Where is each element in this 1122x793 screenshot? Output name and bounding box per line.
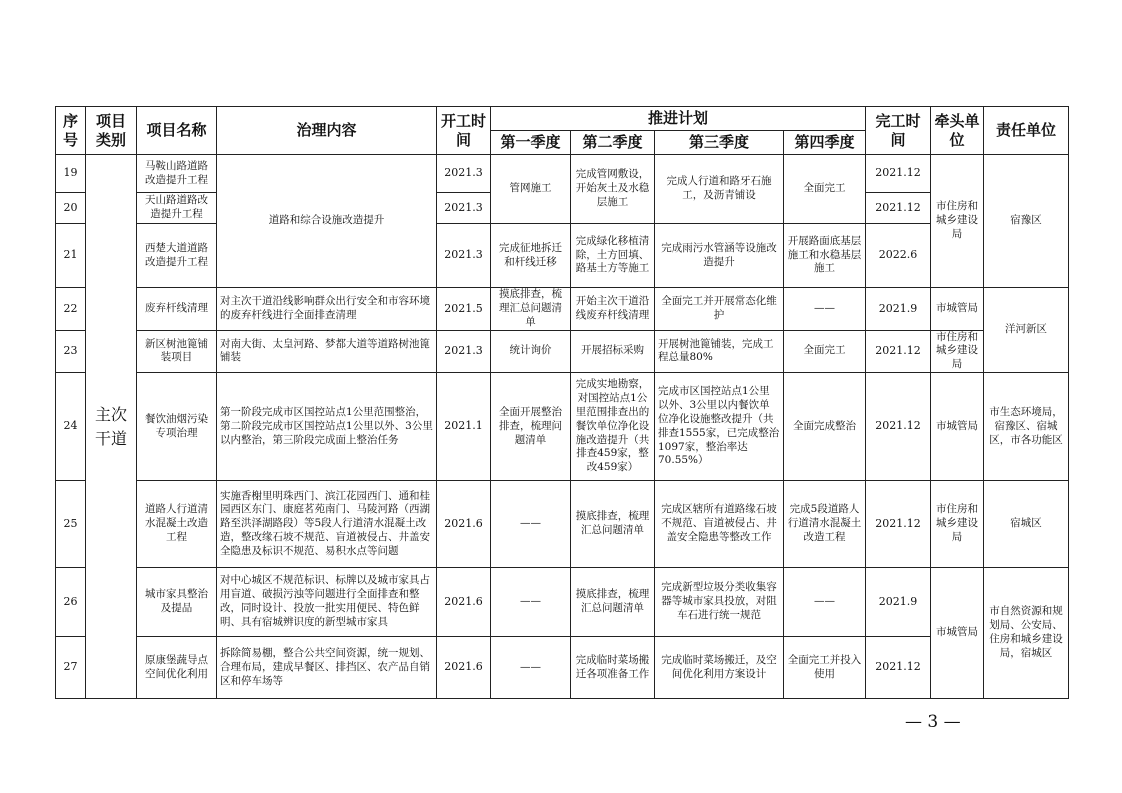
start-time: 2021.6 <box>437 568 491 637</box>
header-plan: 推进计划 <box>491 107 866 131</box>
end-time: 2021.12 <box>866 373 931 481</box>
end-time: 2021.12 <box>866 330 931 373</box>
end-time: 2021.12 <box>866 637 931 699</box>
table-row <box>56 288 1069 331</box>
plan-q1: —— <box>491 637 571 699</box>
project-name: 餐饮油烟污染专项治理 <box>137 373 217 481</box>
plan-q3: 完成雨污水管涵等设施改造提升 <box>655 224 784 288</box>
project-name: 西楚大道道路改造提升工程 <box>137 224 217 288</box>
plan-q2: 完成绿化移植清除，土方回填、路基土方等施工 <box>571 224 655 288</box>
lead-unit: 市住房和城乡建设局 <box>931 155 984 288</box>
plan-q1: 完成征地拆迁和杆线迁移 <box>491 224 571 288</box>
end-time: 2021.12 <box>866 193 931 224</box>
lead-unit: 市住房和城乡建设局 <box>931 330 984 373</box>
header-content: 治理内容 <box>217 107 437 155</box>
plan-q2: 开始主次干道沿线废弃杆线清理 <box>571 288 655 331</box>
project-name: 马鞍山路道路改造提升工程 <box>137 155 217 193</box>
end-time: 2021.9 <box>866 568 931 637</box>
project-name: 废弃杆线清理 <box>137 288 217 331</box>
lead-unit: 市城管局 <box>931 288 984 331</box>
row-number: 22 <box>56 288 86 331</box>
header-q1: 第一季度 <box>491 131 571 155</box>
governance-content: 对南大街、太皇河路、梦都大道等道路树池篦铺装 <box>217 330 437 373</box>
row-number: 26 <box>56 568 86 637</box>
project-name: 道路人行道清水混凝土改造工程 <box>137 481 217 568</box>
responsible-unit: 市自然资源和规划局、公安局、住房和城乡建设局，宿城区 <box>984 568 1069 699</box>
row-number: 19 <box>56 155 86 193</box>
category-cell: 主次干道 <box>86 155 137 699</box>
governance-content: 拆除简易棚，整合公共空间资源，统一规划、合理布局，建成早餐区、排挡区、农产品自销区和停车场等 <box>217 637 437 699</box>
plan-q4: 开展路面底基层施工和水稳基层施工 <box>784 224 866 288</box>
plan-q4: 全面完成整治 <box>784 373 866 481</box>
plan-q3: 完成临时菜场搬迁，及空间优化利用方案设计 <box>655 637 784 699</box>
plan-q3: 完成人行道和路牙石施工，及沥青铺设 <box>655 155 784 224</box>
project-name: 天山路道路改造提升工程 <box>137 193 217 224</box>
page-number: — 3 — <box>905 712 961 732</box>
lead-unit: 市住房和城乡建设局 <box>931 481 984 568</box>
plan-q4: 全面完工 <box>784 330 866 373</box>
plan-q2: 摸底排查，梳理汇总问题清单 <box>571 481 655 568</box>
responsible-unit: 市生态环境局，宿豫区、宿城区，市各功能区 <box>984 373 1069 481</box>
header-start: 开工时间 <box>437 107 491 155</box>
project-name: 原康堡蔬导点空间优化利用 <box>137 637 217 699</box>
table-row <box>56 481 1069 568</box>
header-end: 完工时间 <box>866 107 931 155</box>
governance-content: 对中心城区不规范标识、标牌以及城市家具占用盲道、破损污浊等问题进行全面排查和整改，同时设计、投放一批实用便民、特色鲜明、具有宿城辨识度的新型城市家具 <box>217 568 437 637</box>
responsible-unit: 宿豫区 <box>984 155 1069 288</box>
project-name: 城市家具整治及提品 <box>137 568 217 637</box>
row-number: 23 <box>56 330 86 373</box>
plan-q1: —— <box>491 568 571 637</box>
project-table <box>55 106 1069 699</box>
table-row <box>56 155 1069 193</box>
header-lead: 牵头单位 <box>931 107 984 155</box>
header-q4: 第四季度 <box>784 131 866 155</box>
plan-q1: 统计询价 <box>491 330 571 373</box>
row-number: 20 <box>56 193 86 224</box>
row-number: 25 <box>56 481 86 568</box>
governance-content: 第一阶段完成市区国控站点1公里范围整治，第二阶段完成市区国控站点1公里以外、3公里以内整治，第三阶段完成面上整治任务 <box>217 373 437 481</box>
plan-q1: 摸底排查，梳理汇总问题清单 <box>491 288 571 331</box>
plan-q3: 完成区辖所有道路缘石坡不规范、盲道被侵占、井盖安全隐患等整改工作 <box>655 481 784 568</box>
header-q3: 第三季度 <box>655 131 784 155</box>
plan-q3: 完成新型垃圾分类收集容器等城市家具投放，对阻车石进行统一规范 <box>655 568 784 637</box>
table-row <box>56 637 1069 699</box>
table-row <box>56 224 1069 288</box>
plan-q2: 完成实地勘察，对国控站点1公里范围排查出的餐饮单位净化设施改造提升（共排查459家，整改459家） <box>571 373 655 481</box>
governance-content: 道路和综合设施改造提升 <box>217 155 437 288</box>
end-time: 2021.12 <box>866 155 931 193</box>
plan-q2: 开展招标采购 <box>571 330 655 373</box>
header-name: 项目名称 <box>137 107 217 155</box>
plan-q4: —— <box>784 568 866 637</box>
table-row <box>56 330 1069 373</box>
plan-q1: 全面开展整治排查，梳理问题清单 <box>491 373 571 481</box>
start-time: 2021.5 <box>437 288 491 331</box>
lead-unit: 市城管局 <box>931 568 984 699</box>
plan-q4: 全面完工并投入使用 <box>784 637 866 699</box>
start-time: 2021.3 <box>437 193 491 224</box>
row-number: 27 <box>56 637 86 699</box>
plan-q2: 完成临时菜场搬迁各项准备工作 <box>571 637 655 699</box>
plan-q3: 完成市区国控站点1公里以外、3公里以内餐饮单位净化设施整改提升（共排查1555家，已完成整治1097家，整治率达70.55%） <box>655 373 784 481</box>
start-time: 2021.6 <box>437 481 491 568</box>
plan-q2: 摸底排查，梳理汇总问题清单 <box>571 568 655 637</box>
plan-q3: 开展树池篦铺装，完成工程总量80% <box>655 330 784 373</box>
row-number: 21 <box>56 224 86 288</box>
plan-q2: 完成管网敷设，开始灰土及水稳层施工 <box>571 155 655 224</box>
start-time: 2021.3 <box>437 330 491 373</box>
plan-q4: 完成5段道路人行道清水混凝土改造工程 <box>784 481 866 568</box>
plan-q4: —— <box>784 288 866 331</box>
start-time: 2021.3 <box>437 224 491 288</box>
start-time: 2021.1 <box>437 373 491 481</box>
header-q2: 第二季度 <box>571 131 655 155</box>
governance-content: 实施香榭里明珠西门、滨江花园西门、通和桂园西区东门、康庭茗苑南门、马陵河路（西湖路至洪泽湖路段）等5段人行道清水混凝土改造，整改缘石坡不规范、盲道被侵占、井盖安全隐患及标识不规范、易积水点等问题 <box>217 481 437 568</box>
plan-q4: 全面完工 <box>784 155 866 224</box>
table-row <box>56 373 1069 481</box>
header-category: 项目类别 <box>86 107 137 155</box>
plan-q3: 全面完工并开展常态化维护 <box>655 288 784 331</box>
plan-q1: —— <box>491 481 571 568</box>
header-seq: 序号 <box>56 107 86 155</box>
header-resp: 责任单位 <box>984 107 1069 155</box>
end-time: 2022.6 <box>866 224 931 288</box>
responsible-unit: 宿城区 <box>984 481 1069 568</box>
end-time: 2021.9 <box>866 288 931 331</box>
start-time: 2021.6 <box>437 637 491 699</box>
start-time: 2021.3 <box>437 155 491 193</box>
end-time: 2021.12 <box>866 481 931 568</box>
plan-q1: 管网施工 <box>491 155 571 224</box>
lead-unit: 市城管局 <box>931 373 984 481</box>
project-name: 新区树池篦铺装项目 <box>137 330 217 373</box>
governance-content: 对主次干道沿线影响群众出行安全和市容环境的废弃杆线进行全面排查清理 <box>217 288 437 331</box>
table-row <box>56 568 1069 637</box>
row-number: 24 <box>56 373 86 481</box>
responsible-unit: 洋河新区 <box>984 288 1069 373</box>
